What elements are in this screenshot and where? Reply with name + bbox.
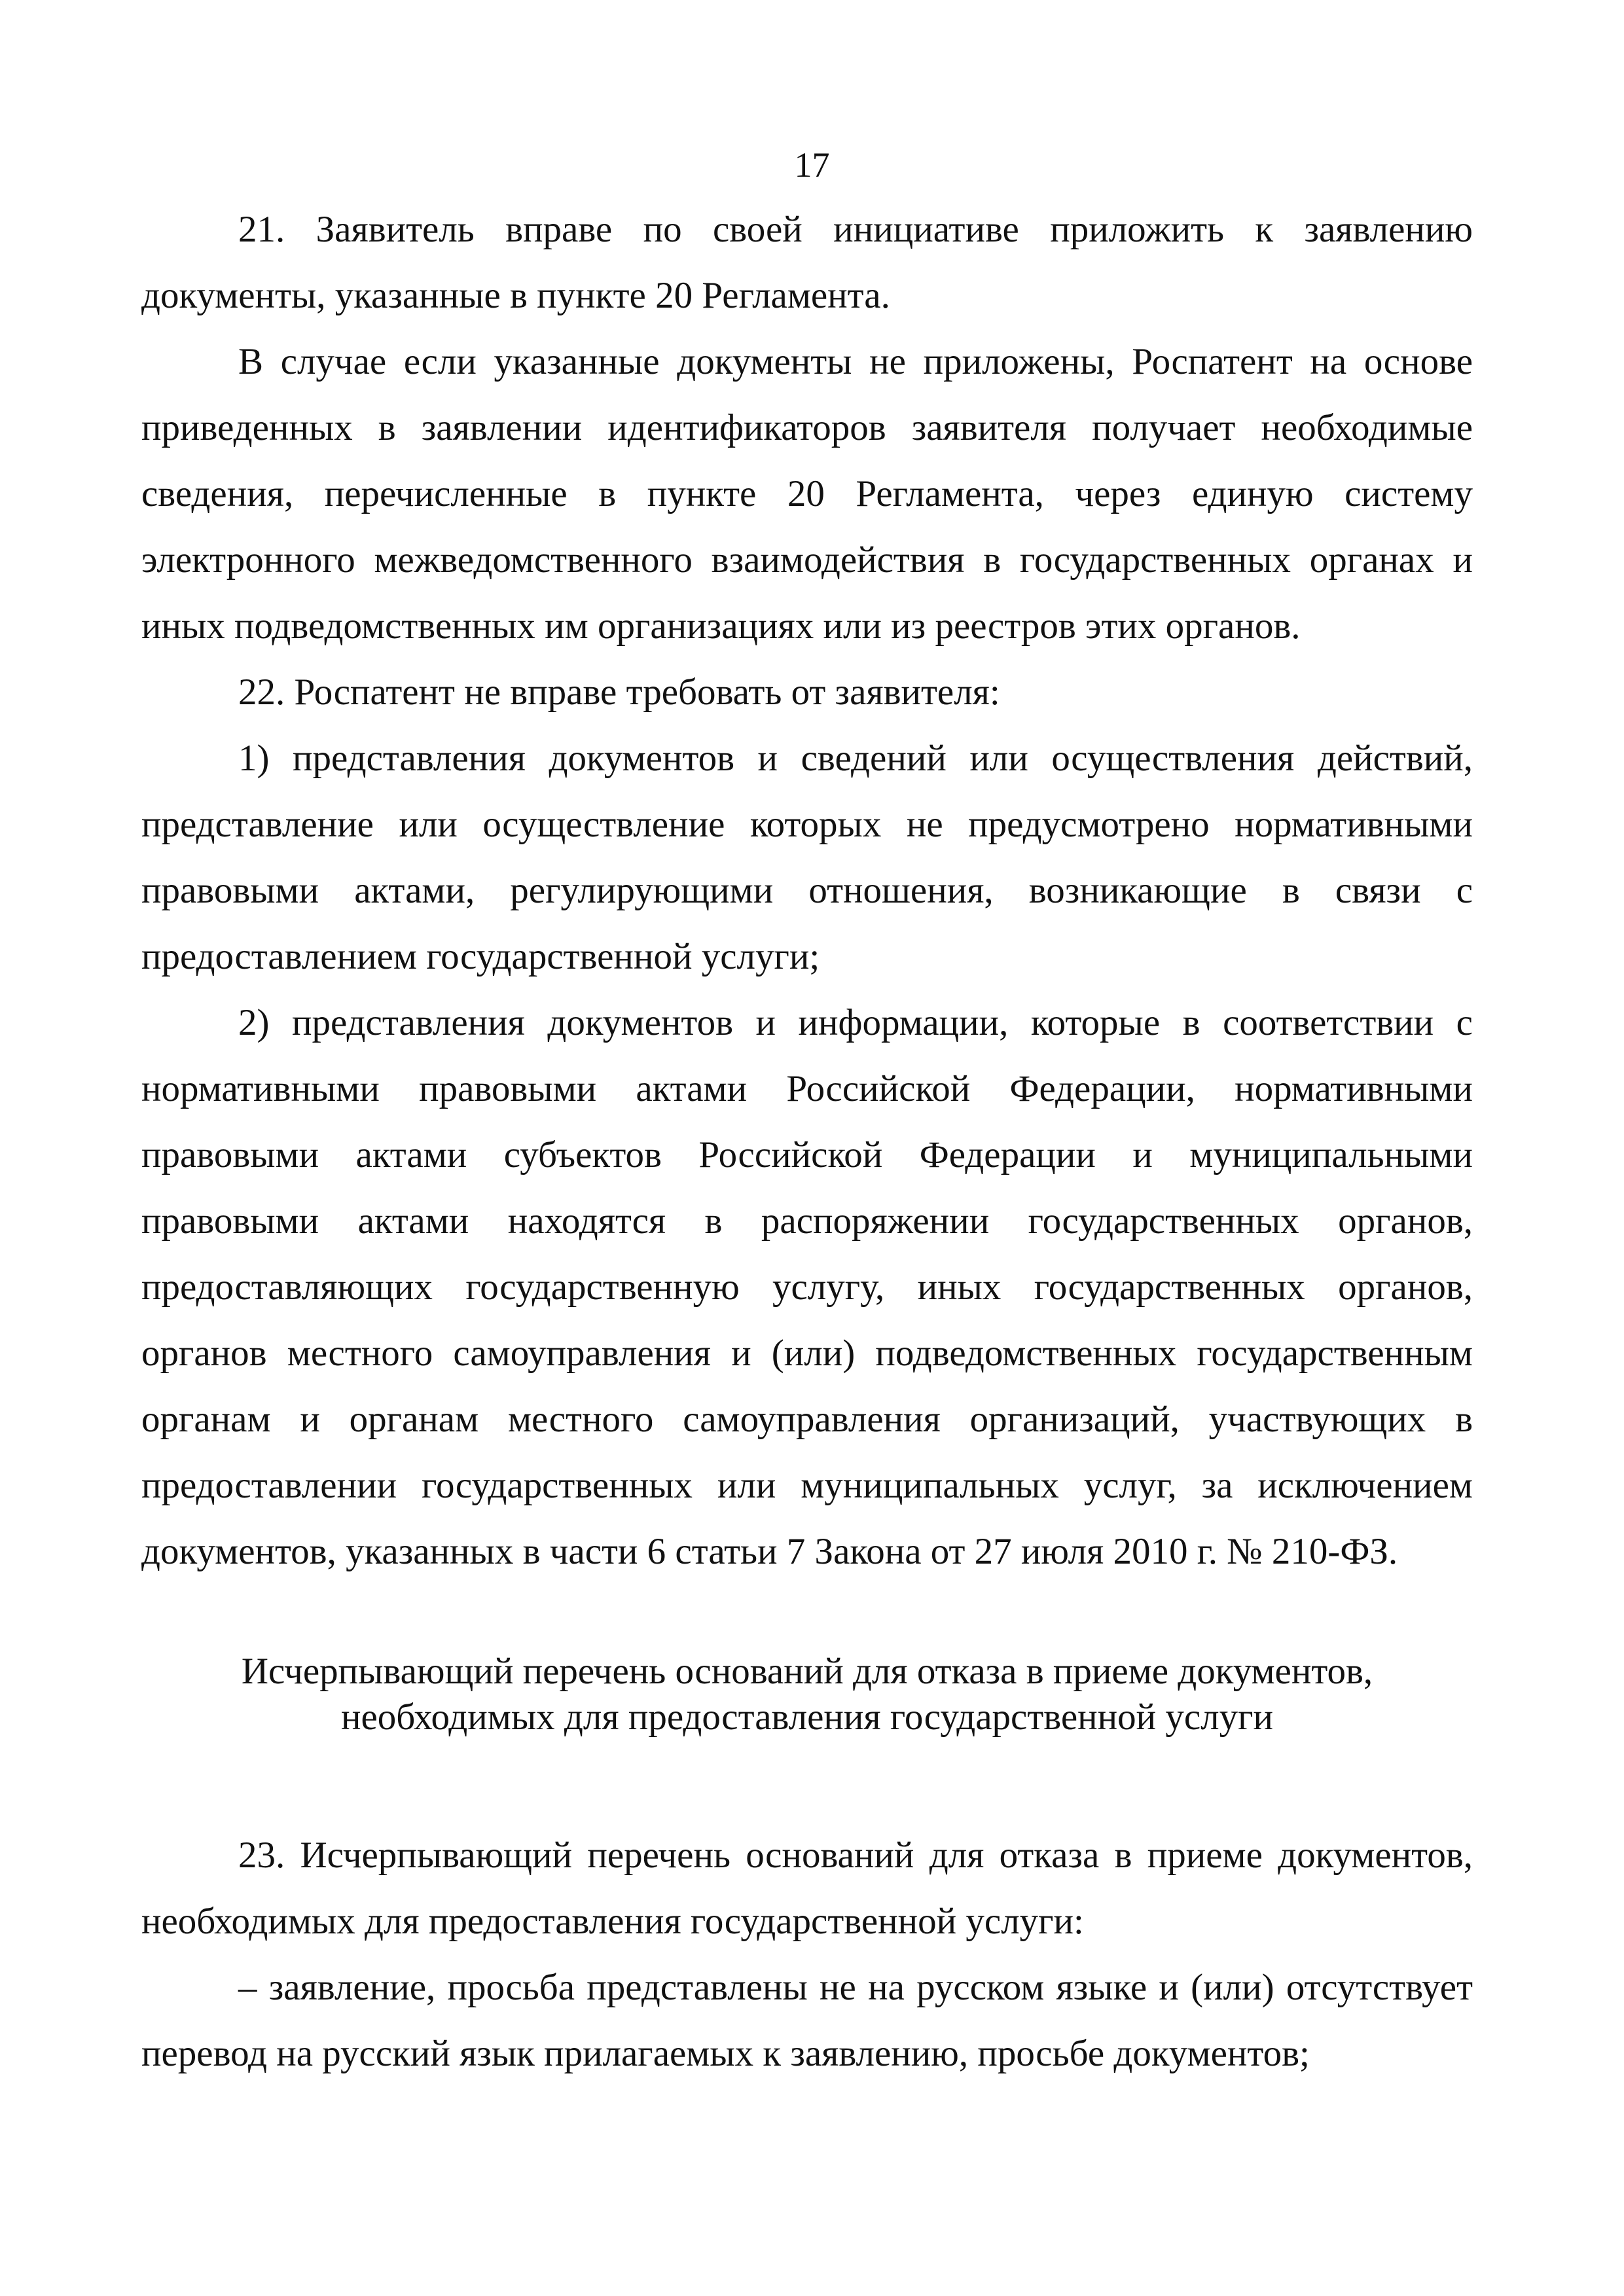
paragraph-21: 21. Заявитель вправе по своей инициативе приложить к заявлению документы, указанные в пункте 20 Регламента. — [141, 209, 1473, 316]
paragraph-22: 22. Роспатент не вправе требовать от заявителя: — [238, 672, 1000, 713]
paragraph-21-continued: В случае если указанные документы не приложены, Роспатент на основе приведенных в заявлении идентификаторов заявителя получает необходимые сведения, перечисленные в пункте 20 Регламента, через единую систему электронного межведомственного взаимодействия в государственных органах и иных подведомственных им организациях или из реестров этих органов. — [141, 341, 1473, 647]
section-heading — [141, 1649, 1473, 1740]
section-heading-line-1: Исчерпывающий перечень оснований для отказа в приеме документов, — [241, 1651, 1373, 1692]
paragraph-22-item-2: 2) представления документов и информации, которые в соответствии с нормативными правовыми актами Российской Федерации, нормативными правовыми актами субъектов Российской Федерации и муниципальными правовыми актами находятся в распоряжении государственных органов, предоставляющих государственную услугу, иных государственных органов, органов местного самоуправления и (или) подведомственных государственным органам и органам местного самоуправления организаций, участвующих в предоставлении государственных или муниципальных услуг, за исключением документов, указанных в части 6 статьи 7 Закона от 27 июля 2010 г. № 210-ФЗ. — [141, 1002, 1473, 1572]
paragraph-23: 23. Исчерпывающий перечень оснований для отказа в приеме документов, необходимых для предоставления государственной услуги: — [141, 1835, 1473, 1942]
paragraph-22-item-1: 1) представления документов и сведений или осуществления действий, представление или осуществление которых не предусмотрено нормативными правовыми актами, регулирующими отношения, возникающие в связи с предоставлением государственной услуги; — [141, 738, 1473, 977]
document-body — [141, 196, 1473, 2087]
page-number: 17 — [794, 145, 830, 185]
paragraph-23-item: – заявление, просьба представлены не на русском языке и (или) отсутствует перевод на русский язык прилагаемых к заявлению, просьбе документов; — [141, 1967, 1473, 2074]
section-heading-line-2: необходимых для предоставления государственной услуги — [340, 1696, 1274, 1738]
